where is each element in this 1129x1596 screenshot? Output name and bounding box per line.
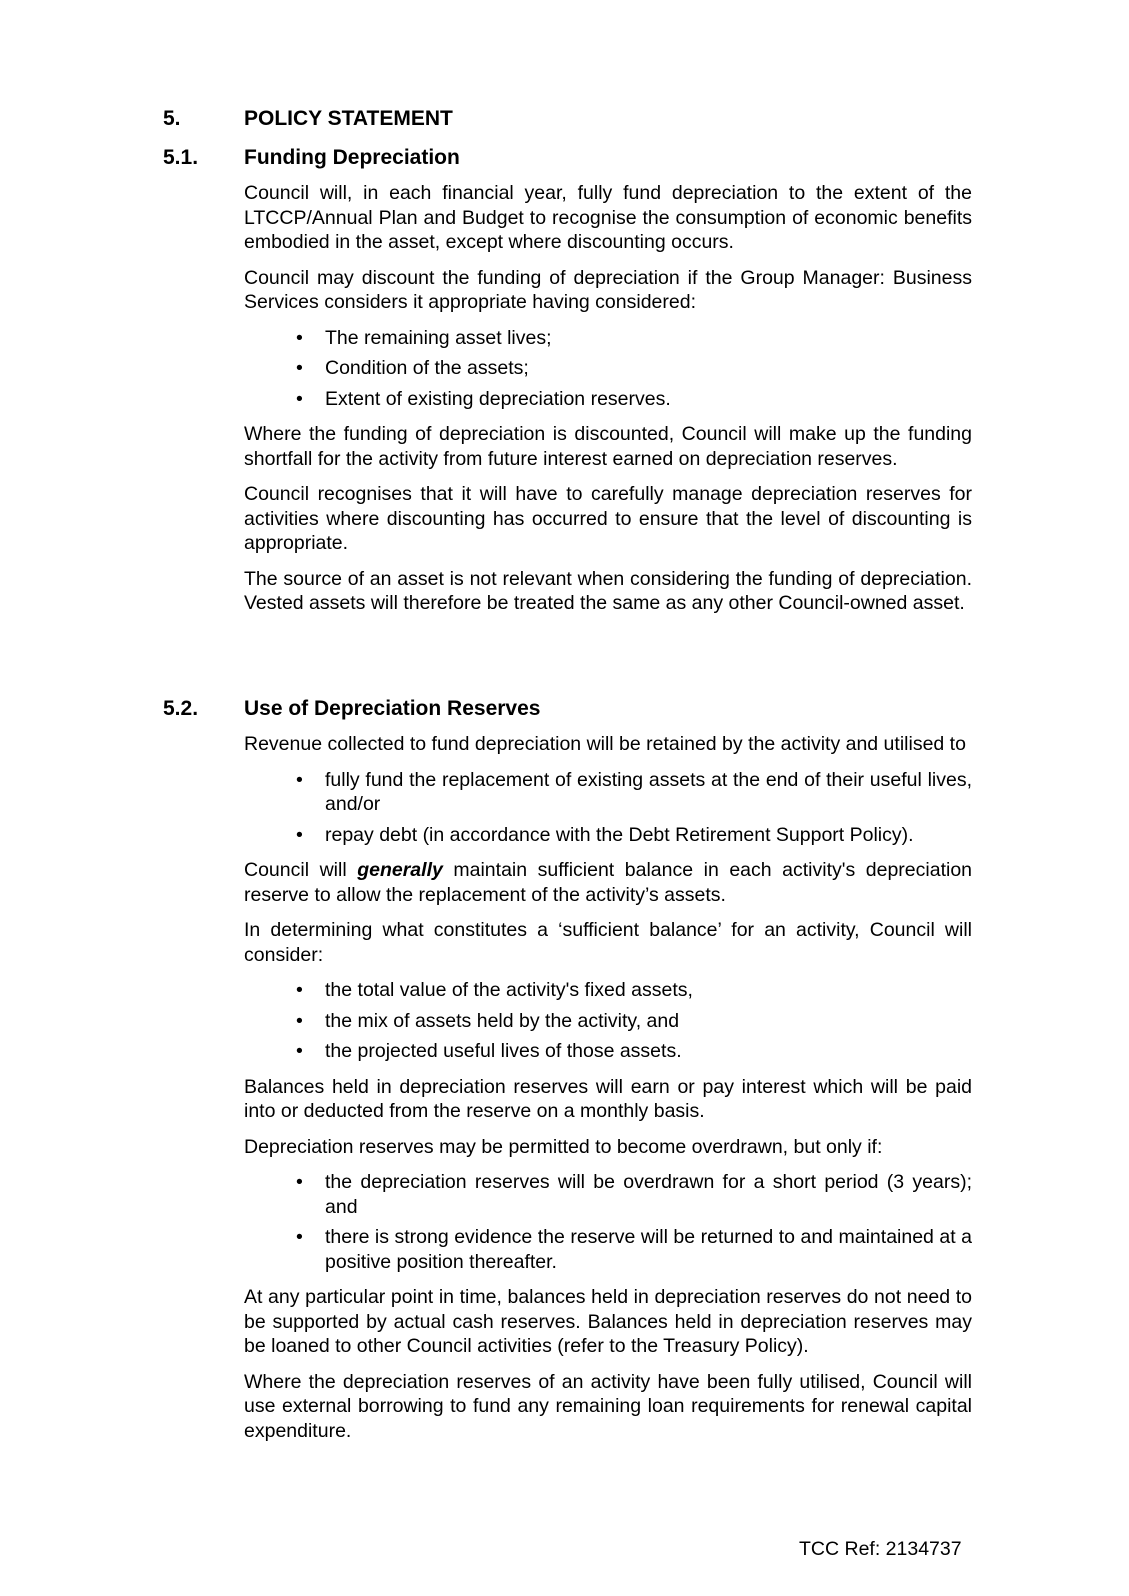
emphasis: generally (357, 859, 443, 881)
section-number: 5. (163, 107, 181, 130)
subsection-body-5-1 (244, 181, 972, 627)
paragraph: Where the depreciation reserves of an activity have been fully utilised, Council will use external borrowing to fund any remaining loan requirements for renewal capital expenditure. (244, 1370, 972, 1442)
list-item: • the projected useful lives of those assets. (244, 1039, 972, 1064)
list-item: • The remaining asset lives; (244, 326, 972, 351)
paragraph: At any particular point in time, balances held in depreciation reserves do not need to be supported by actual cash reserves. Balances held in depreciation reserves may be loaned to other Council activities (refer to the Treasury Policy). (244, 1286, 972, 1357)
list-item: • repay debt (in accordance with the Debt Retirement Support Policy). (244, 823, 972, 848)
bullet-list (244, 978, 972, 1064)
paragraph: In determining what constitutes a ‘sufficient balance’ for an activity, Council will consider: (244, 919, 972, 966)
paragraph: Revenue collected to fund depreciation will be retained by the activity and utilised to (244, 733, 966, 755)
paragraph: Council will, in each financial year, fully fund depreciation to the extent of the LTCCP/Annual Plan and Budget to recognise the consumption of economic benefits embodied in the asset, except where discounting occurs. (244, 182, 972, 253)
subsection-title: Use of Depreciation Reserves (244, 697, 541, 720)
list-item: • the total value of the activity's fixed assets, (244, 978, 972, 1003)
list-item: • Extent of existing depreciation reserves. (244, 387, 972, 412)
paragraph (244, 858, 972, 907)
paragraph: Where the funding of depreciation is discounted, Council will make up the funding shortfall for the activity from future interest earned on depreciation reserves. (244, 423, 972, 470)
list-item: • there is strong evidence the reserve will be returned to and maintained at a positive position thereafter. (244, 1225, 972, 1274)
bullet-list (244, 326, 972, 412)
bullet-list (244, 768, 972, 848)
text-run: Council will (244, 859, 358, 881)
subsection-title: Funding Depreciation (244, 146, 460, 169)
subsection-number: 5.1. (163, 146, 199, 169)
document-reference: TCC Ref: 2134737 (799, 1538, 962, 1560)
subsection-number: 5.2. (163, 697, 199, 720)
subsection-body-5-2 (244, 732, 972, 1454)
list-item: • Condition of the assets; (244, 356, 972, 381)
paragraph: Depreciation reserves may be permitted to become overdrawn, but only if: (244, 1135, 883, 1158)
list-item: • fully fund the replacement of existing assets at the end of their useful lives, and/or (244, 768, 972, 817)
text-run: maintain sufficient balance in each activity's depreciation reserve to allow the replacement of the activity’s assets. (244, 859, 973, 906)
list-item: • the mix of assets held by the activity, and (244, 1009, 972, 1034)
list-item: • the depreciation reserves will be overdrawn for a short period (3 years); and (244, 1170, 972, 1219)
bullet-list (244, 1170, 972, 1274)
paragraph: Council may discount the funding of depreciation if the Group Manager: Business Services considers it appropriate having considered: (244, 266, 972, 313)
paragraph: The source of an asset is not relevant when considering the funding of depreciation. Vested assets will therefore be treated the same as any other Council-owned asset. (244, 567, 972, 614)
paragraph: Balances held in depreciation reserves will earn or pay interest which will be paid into or deducted from the reserve on a monthly basis. (244, 1075, 972, 1122)
paragraph: Council recognises that it will have to carefully manage depreciation reserves for activities where discounting has occurred to ensure that the level of discounting is appropriate. (244, 483, 972, 554)
section-title: POLICY STATEMENT (244, 107, 453, 130)
